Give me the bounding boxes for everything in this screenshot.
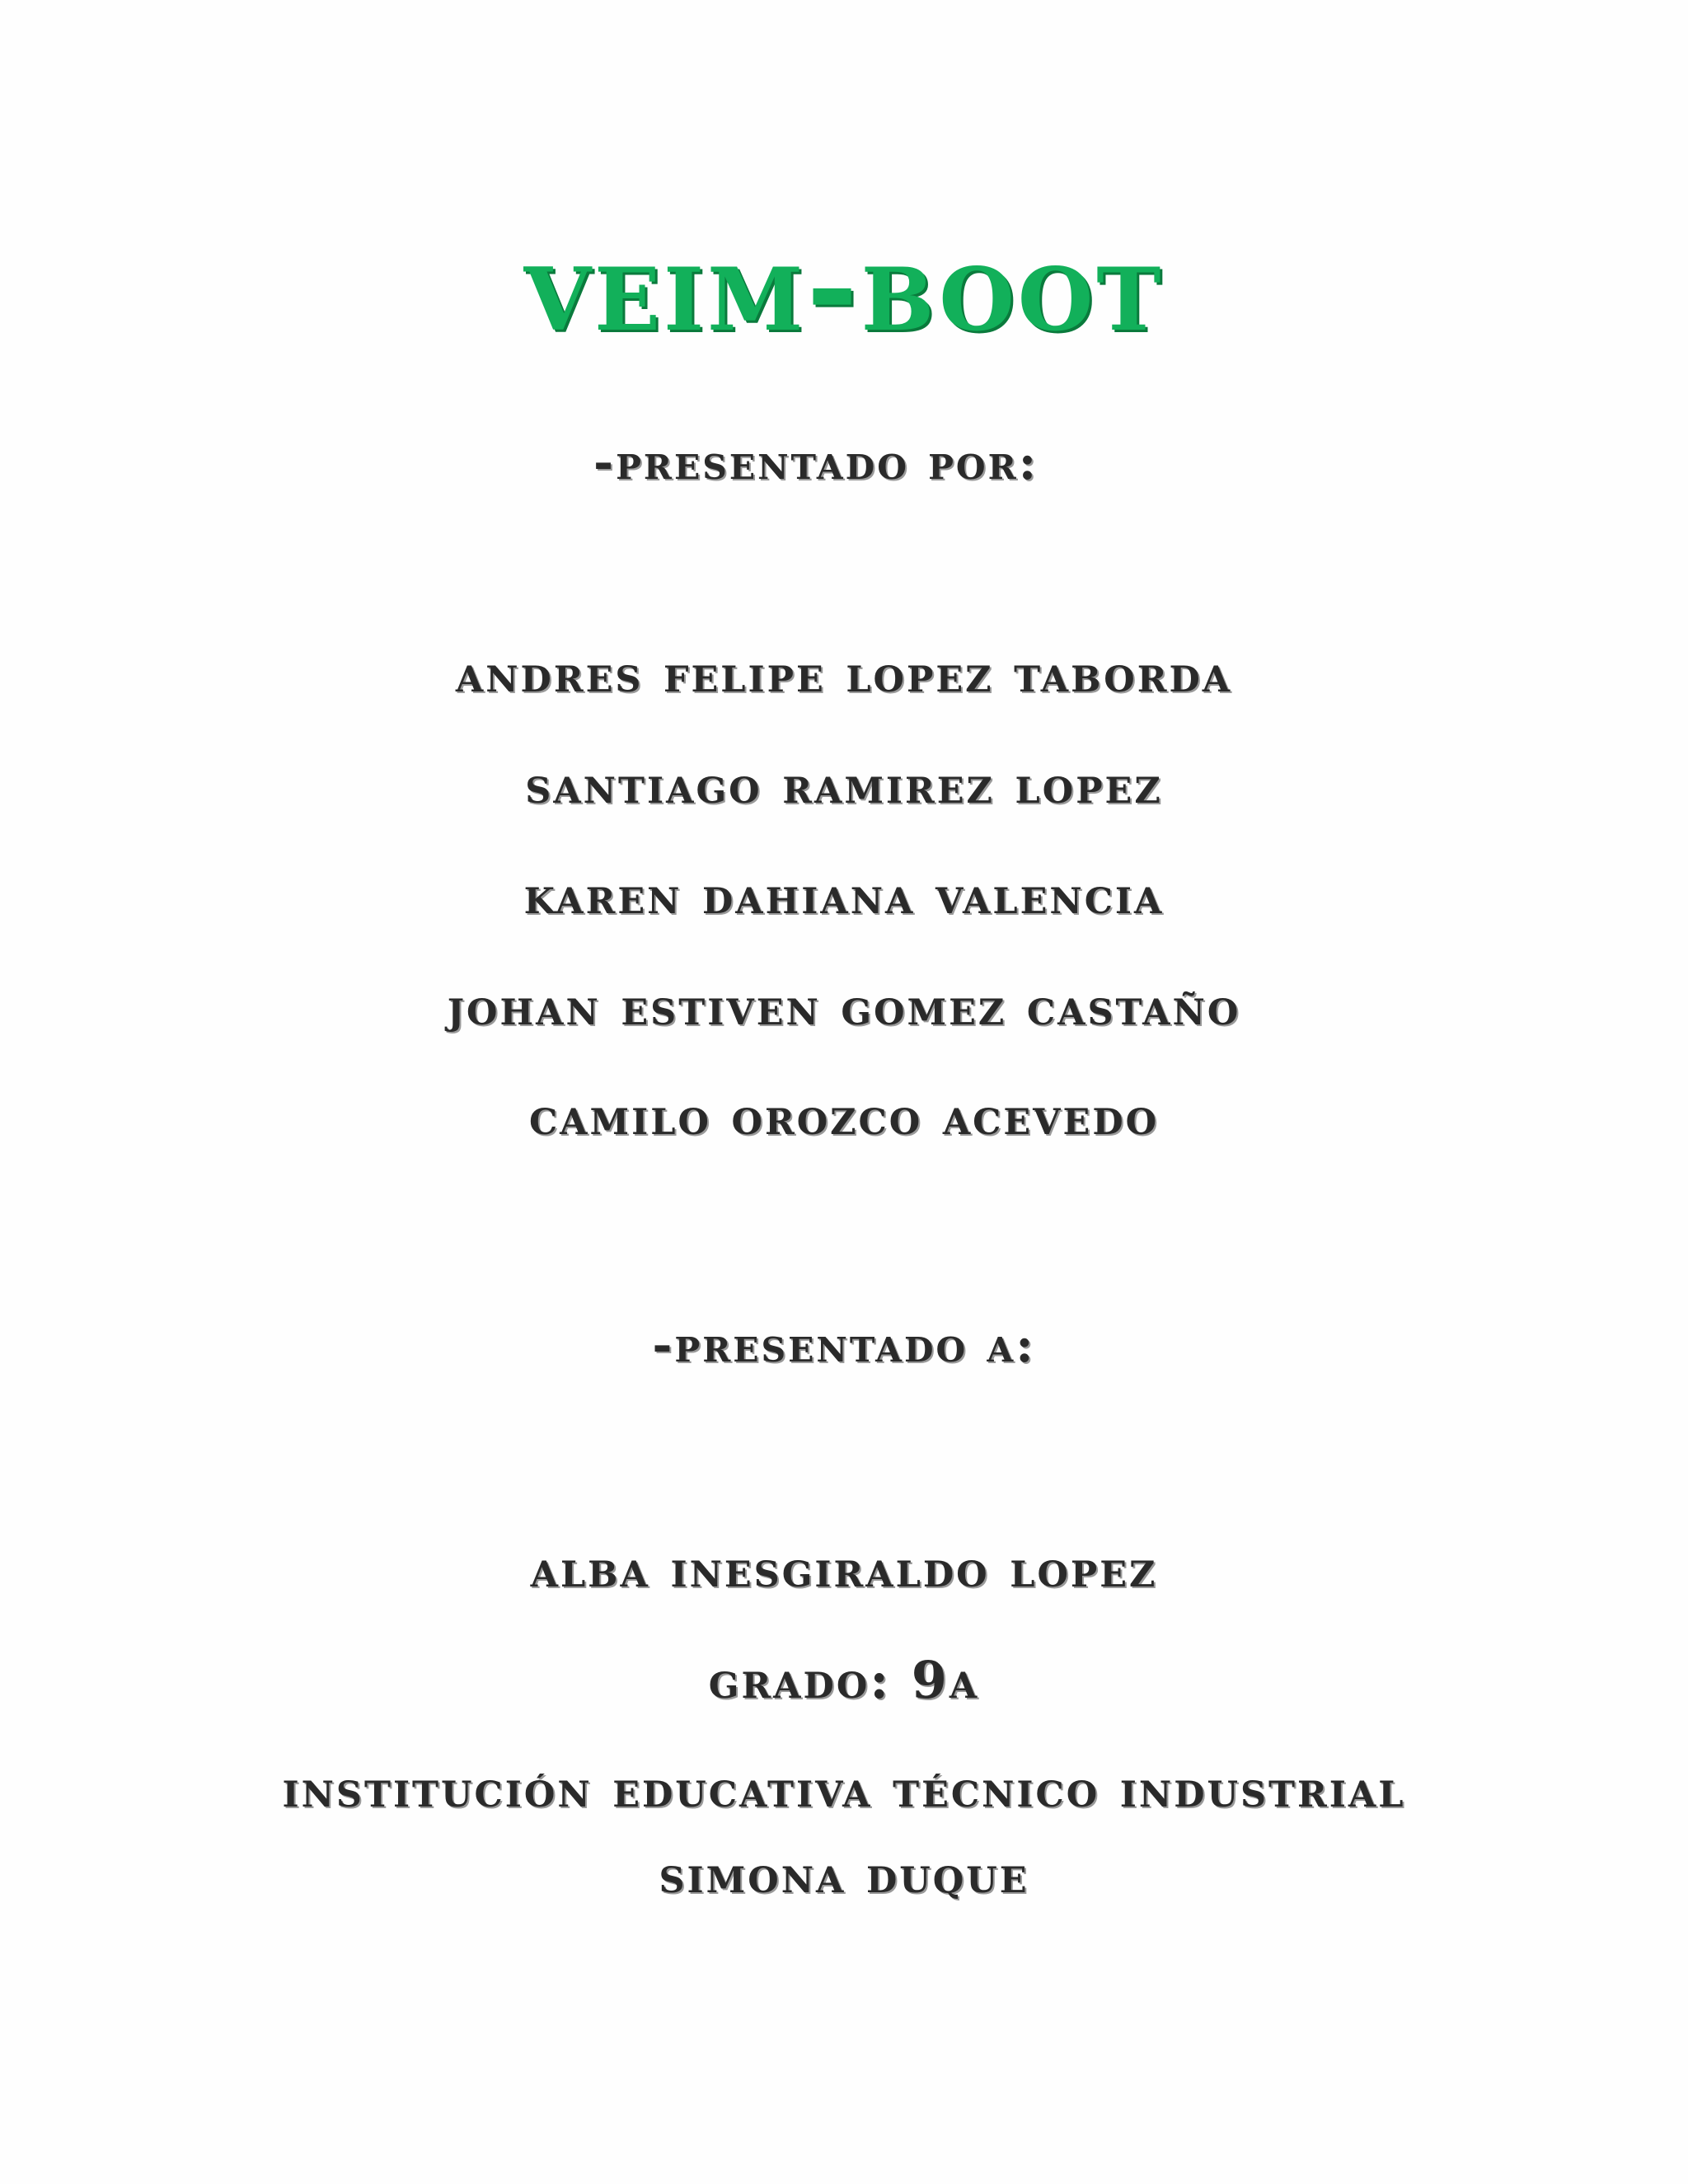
presented-to-heading: -presentado a: (652, 1317, 1036, 1373)
author-name: johan estiven gomez castaño (447, 977, 1241, 1037)
presented-by-heading: -presentado por: (593, 434, 1039, 490)
institution-line-2: simona duque (659, 1844, 1029, 1905)
author-name: karen dahiana valencia (523, 865, 1165, 926)
institution-line-1: institución educativa técnico industrial (282, 1759, 1406, 1819)
author-name: camilo orozco acevedo (528, 1086, 1160, 1146)
author-name: santiago ramirez lopez (525, 755, 1163, 815)
author-name: andres felipe lopez taborda (455, 644, 1233, 704)
document-title: veim-boot (523, 214, 1165, 359)
grade-label: grado: 9a (708, 1650, 980, 1710)
teacher-name: alba inesgiraldo lopez (530, 1539, 1158, 1599)
